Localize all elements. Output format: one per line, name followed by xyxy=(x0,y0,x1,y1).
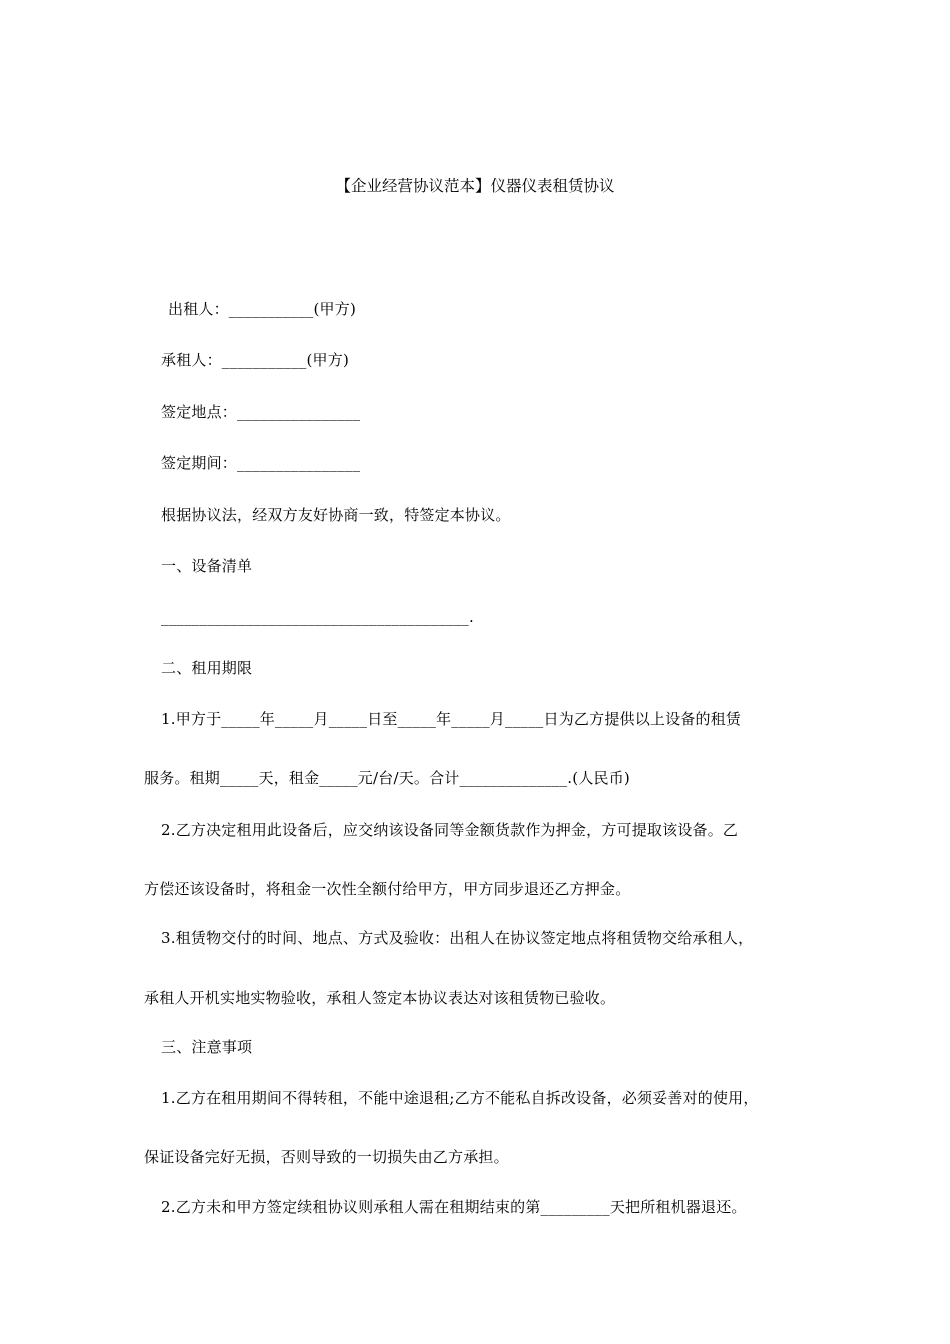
notes-item-1-line-2: 保证设备完好无损，否则导致的一切损失由乙方承担。 xyxy=(144,1148,509,1166)
equipment-list-blank: ________________________________________. xyxy=(161,608,474,626)
lease-term-item-1-line-2: 服务。租期_____天，租金_____元/台/天。合计______________.(人民币) xyxy=(144,769,630,787)
lease-term-item-3-line-1: 3.租赁物交付的时间、地点、方式及验收：出租人在协议签定地点将租赁物交给承租人， xyxy=(161,929,754,947)
lessee-field: 承租人：___________(甲方) xyxy=(161,351,350,369)
lease-term-item-2-line-1: 2.乙方决定租用此设备后，应交纳该设备同等金额货款作为押金，方可提取该设备。乙 xyxy=(161,821,739,839)
notes-item-1-line-1: 1.乙方在租用期间不得转租，不能中途退租;乙方不能私自拆改设备，必须妥善对的使用， xyxy=(161,1089,759,1107)
notes-item-2-line-1: 2.乙方未和甲方签定续租协议则承租人需在租期结束的第_________天把所租机器退还。 xyxy=(161,1198,747,1216)
lease-term-item-3-line-2: 承租人开机实地实物验收，承租人签定本协议表达对该租赁物已验收。 xyxy=(144,989,616,1007)
lease-term-item-2-line-2: 方偿还该设备时，将租金一次性全额付给甲方，甲方同步退还乙方押金。 xyxy=(144,880,631,898)
section-heading-lease-term: 二、租用期限 xyxy=(161,659,253,677)
section-heading-equipment-list: 一、设备清单 xyxy=(161,557,253,575)
sign-date-field: 签定期间：________________ xyxy=(161,454,361,472)
sign-place-field: 签定地点：________________ xyxy=(161,403,361,421)
section-heading-notes: 三、注意事项 xyxy=(161,1038,253,1056)
document-title: 【企业经营协议范本】仪器仪表租赁协议 xyxy=(335,177,615,195)
intro-paragraph: 根据协议法，经双方友好协商一致，特签定本协议。 xyxy=(161,506,511,524)
lessor-field: 出租人：___________(甲方) xyxy=(168,300,357,318)
lease-term-item-1-line-1: 1.甲方于_____年_____月_____日至_____年_____月_____日为乙方提供以上设备的租赁 xyxy=(161,710,742,728)
